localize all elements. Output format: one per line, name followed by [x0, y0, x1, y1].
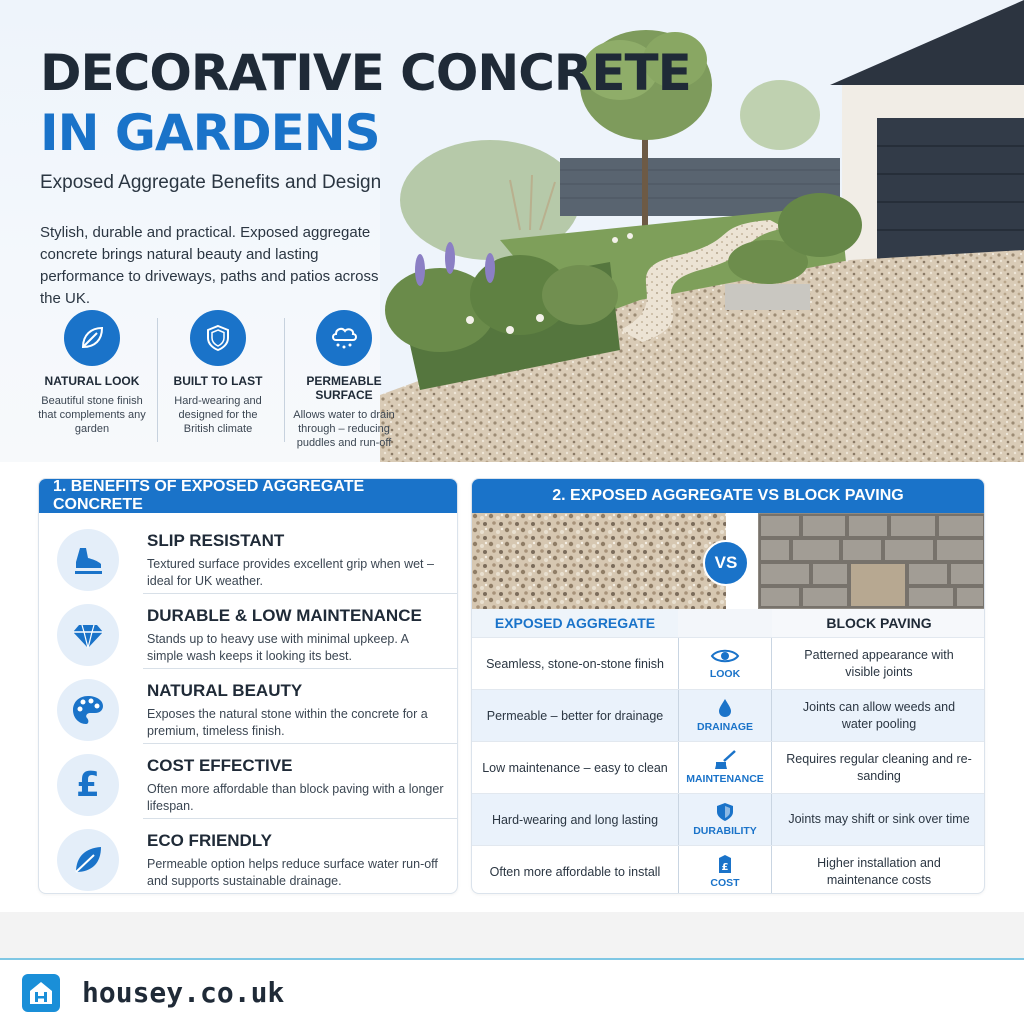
column-header-exposed-aggregate: EXPOSED AGGREGATE — [472, 609, 678, 637]
exposed-aggregate-image — [472, 513, 726, 609]
block-paving-value: Patterned appearance with visible joints — [804, 647, 954, 679]
exposed-aggregate-value: Low maintenance – easy to clean — [482, 760, 668, 775]
exposed-aggregate-value: Permeable – better for drainage — [486, 708, 664, 723]
footer-divider — [0, 958, 1024, 960]
block-paving-value: Higher installation and maintenance costs — [817, 855, 941, 887]
page-title-line2: IN GARDENS — [40, 104, 380, 162]
benefits-panel — [38, 478, 458, 894]
feature-built-to-last — [163, 310, 273, 436]
benefit-slip-resistant — [55, 521, 449, 595]
eye-icon — [710, 647, 740, 665]
rain-cloud-icon — [316, 310, 372, 366]
criterion-label: DRAINAGE — [696, 721, 753, 733]
benefit-cost-effective — [55, 746, 449, 820]
benefit-title: COST EFFECTIVE — [147, 756, 293, 775]
criterion-label: LOOK — [709, 668, 741, 680]
intro-text: Stylish, durable and practical. Exposed aggregate concrete brings natural beauty and lasting performance to driveways, paths and patios across the UK. — [40, 224, 379, 307]
benefit-desc: Exposes the natural stone within the concrete for a premium, timeless finish. — [147, 707, 428, 738]
divider — [143, 818, 458, 819]
block-paving-value: Requires regular cleaning and re-sanding — [786, 751, 972, 783]
criterion-label: DURABILITY — [693, 825, 757, 837]
divider — [284, 318, 285, 442]
house-logo-icon[interactable] — [22, 974, 60, 1012]
pound-icon: £ — [57, 754, 119, 816]
feature-title: BUILT TO LAST — [173, 374, 263, 388]
comparison-row-cost — [472, 845, 985, 894]
shoe-icon — [57, 529, 119, 591]
benefit-title: DURABLE & LOW MAINTENANCE — [147, 606, 422, 625]
divider — [143, 593, 458, 594]
benefit-desc: Permeable option helps reduce surface water run-off and supports sustainable drainage. — [147, 857, 438, 888]
page-subtitle: Exposed Aggregate Benefits and Design — [40, 172, 382, 193]
pound-tag-icon — [717, 854, 733, 874]
feature-title: NATURAL LOOK — [44, 374, 140, 388]
benefit-title: ECO FRIENDLY — [147, 831, 273, 850]
brush-icon — [713, 750, 737, 770]
exposed-aggregate-value: Often more affordable to install — [489, 864, 661, 879]
svg-text:£: £ — [721, 862, 729, 873]
comparison-row-maintenance — [472, 741, 985, 793]
page-title-line1: DECORATIVE CONCRETE — [40, 44, 691, 102]
footer-band — [0, 912, 1024, 958]
comparison-panel — [471, 478, 985, 894]
benefit-desc: Stands up to heavy use with minimal upkeep. A simple wash keeps it looking its best. — [147, 632, 409, 663]
comparison-row-drainage — [472, 689, 985, 741]
exposed-aggregate-value: Seamless, stone-on-stone finish — [486, 656, 664, 671]
vs-badge: VS — [703, 540, 749, 586]
divider — [143, 668, 458, 669]
shield-icon — [716, 802, 734, 822]
exposed-aggregate-value: Hard-wearing and long lasting — [491, 812, 659, 827]
benefit-natural-beauty — [55, 671, 449, 745]
column-header-block-paving: BLOCK PAVING — [772, 609, 985, 637]
comparison-row-look — [472, 637, 985, 689]
block-paving-image — [758, 513, 985, 609]
comparison-criterion — [678, 794, 772, 845]
divider — [157, 318, 158, 442]
comparison-row-durability — [472, 793, 985, 845]
benefit-desc: Textured surface provides excellent grip when wet – ideal for UK weather. — [147, 557, 434, 588]
benefit-title: SLIP RESISTANT — [147, 531, 285, 550]
comparison-criterion — [678, 846, 772, 894]
divider — [143, 743, 458, 744]
feature-natural-look — [37, 310, 147, 436]
water-drop-icon — [717, 698, 733, 718]
comparison-criterion — [678, 690, 772, 741]
feature-permeable-surface — [289, 310, 399, 450]
criterion-label: COST — [710, 877, 740, 889]
footer-brand[interactable]: housey.co.uk — [82, 976, 285, 1009]
feature-desc: Beautiful stone finish that complements any garden — [38, 395, 146, 435]
benefit-eco-friendly — [55, 821, 449, 894]
hero-section — [0, 0, 1024, 462]
diamond-icon — [57, 604, 119, 666]
benefits-header: 1. BENEFITS OF EXPOSED AGGREGATE CONCRETE — [39, 479, 457, 513]
feature-desc: Allows water to drain through – reducing puddles and run-off — [293, 409, 395, 449]
block-paving-value: Joints can allow weeds and water pooling — [802, 699, 956, 731]
comparison-criterion — [678, 638, 772, 689]
block-paving-value: Joints may shift or sink over time — [788, 812, 970, 826]
feature-desc: Hard-wearing and designed for the British climate — [174, 395, 262, 435]
benefit-durable — [55, 596, 449, 670]
shield-icon — [190, 310, 246, 366]
comparison-header: 2. EXPOSED AGGREGATE VS BLOCK PAVING — [472, 479, 984, 513]
criterion-label: MAINTENANCE — [686, 773, 764, 785]
benefit-title: NATURAL BEAUTY — [147, 681, 303, 700]
comparison-criterion — [678, 742, 772, 793]
column-header-spacer — [678, 609, 772, 637]
palette-icon — [57, 679, 119, 741]
benefit-desc: Often more affordable than block paving with a longer lifespan. — [147, 782, 444, 813]
feature-title: PERMEABLE SURFACE — [306, 374, 382, 402]
leaf-icon — [57, 829, 119, 891]
leaf-icon — [64, 310, 120, 366]
